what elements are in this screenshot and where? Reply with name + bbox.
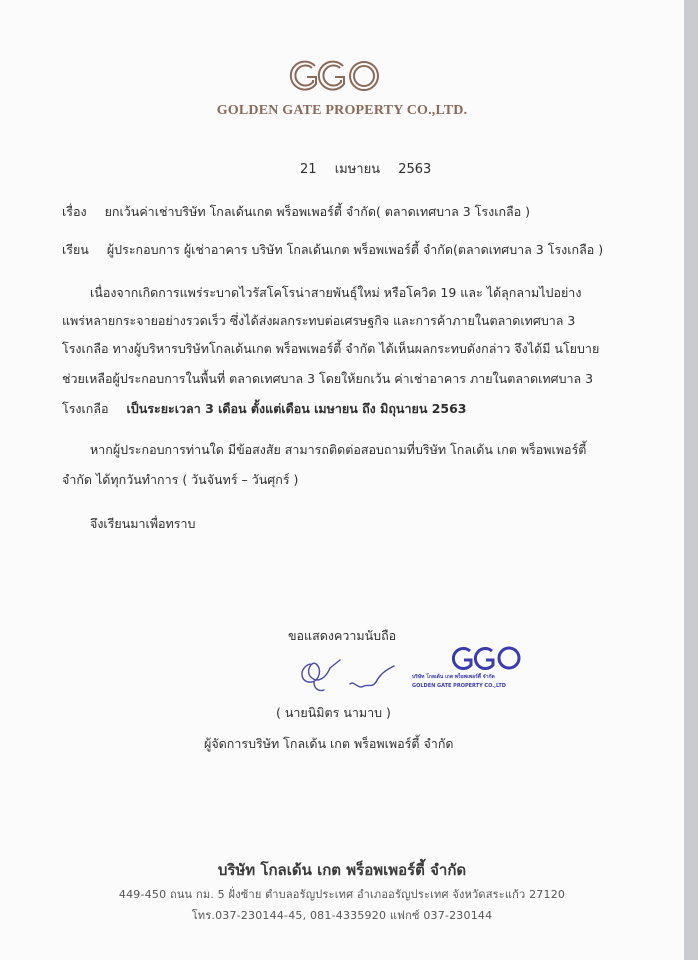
signer-position: ผู้จัดการบริษัท โกลเด้น เกต พร็อพเพอร์ตี้ จำกัด — [204, 736, 454, 751]
handwritten-signature — [290, 650, 410, 700]
footer-address: 449-450 ถนน กม. 5 ฝั่งซ้าย ตำบลอรัญประเทศ อำเภออรัญประเทศ จังหวัดสระแก้ว 27120 — [118, 888, 566, 901]
body-line: เนื่องจากเกิดการแพร่ระบาดไวรัสโคโรน่าสายพันธุ์ใหม่ หรือโควิด 19 และ ได้ลุกลามไปอย่าง — [90, 285, 582, 300]
subject-label: เรื่อง — [62, 204, 87, 219]
contact-line: หากผู้ประกอบการท่านใด มีข้อสงสัย สามารถติดต่อสอบถามที่บริษัท โกลเด้น เกต พร็อพเพอร์ตี้ — [90, 442, 587, 457]
body-line: โรงเกลือ ทางผู้บริหารบริษัทโกลเด้นเกต พร็อพเพอร์ตี้ จำกัด ได้เห็นผลกระทบดังกล่าว จึงได้มี นโยบาย — [62, 341, 600, 356]
stamp-thai-name: บริษัท โกลเด้น เกต พร็อพเพอร์ตี้ จำกัด — [412, 674, 495, 679]
subject-text: ยกเว้นค่าเช่าบริษัท โกลเด้นเกต พร็อพเพอร์ตี้ จำกัด( ตลาดเทศบาล 3 โรงเกลือ ) — [104, 204, 531, 219]
date-year: 2563 — [398, 162, 432, 177]
body-line-prefix: โรงเกลือ — [62, 401, 109, 416]
company-logo — [288, 56, 380, 96]
letter-date — [300, 158, 431, 179]
stamp-logo — [412, 645, 562, 673]
body-line: แพร่หลายกระจายอย่างรวดเร็ว ซึ่งได้ส่งผลกระทบต่อเศรษฐกิจ และการค้าภายในตลาดเทศบาล 3 — [62, 313, 576, 328]
footer-company-name: บริษัท โกลเด้น เกต พร็อพเพอร์ตี้ จำกัด — [217, 861, 467, 879]
body-line: ช่วยเหลือผู้ประกอบการในพื้นที่ ตลาดเทศบาล 3 โดยให้ยกเว้น ค่าเช่าอาคาร ภายในตลาดเทศบาล 3 — [62, 371, 594, 386]
recipient-line — [62, 240, 603, 260]
page-edge-shadow — [684, 0, 698, 960]
subject-line — [62, 202, 530, 222]
rent-waiver-period: เป็นระยะเวลา 3 เดือน ตั้งแต่เดือน เมษายน ถึง มิถุนายน 2563 — [126, 401, 467, 416]
regards-text: ขอแสดงความนับถือ — [288, 628, 397, 643]
body-line-period — [62, 399, 467, 419]
closing-line: จึงเรียนมาเพื่อทราบ — [90, 516, 196, 531]
recipient-text: ผู้ประกอบการ ผู้เช่าอาคาร บริษัท โกลเด้นเกต พร็อพเพอร์ตี้ จำกัด(ตลาดเทศบาล 3 โรงเกลือ ) — [106, 242, 604, 257]
signer-name: ( นายนิมิตร นามาบ ) — [276, 705, 391, 720]
date-month: เมษายน — [334, 162, 381, 177]
date-day: 21 — [300, 162, 317, 177]
contact-line: จำกัด ได้ทุกวันทำการ ( วันจันทร์ – วันศุกร์ ) — [62, 472, 299, 487]
stamp-english-name: GOLDEN GATE PROPERTY CO.,LTD — [412, 683, 506, 689]
company-stamp — [412, 645, 562, 695]
footer-phone: โทร.037-230144-45, 081-4335920 แฟกซ์ 037-230144 — [191, 909, 493, 922]
recipient-label: เรียน — [62, 242, 89, 257]
company-name-en: GOLDEN GATE PROPERTY CO.,LTD. — [216, 103, 468, 118]
